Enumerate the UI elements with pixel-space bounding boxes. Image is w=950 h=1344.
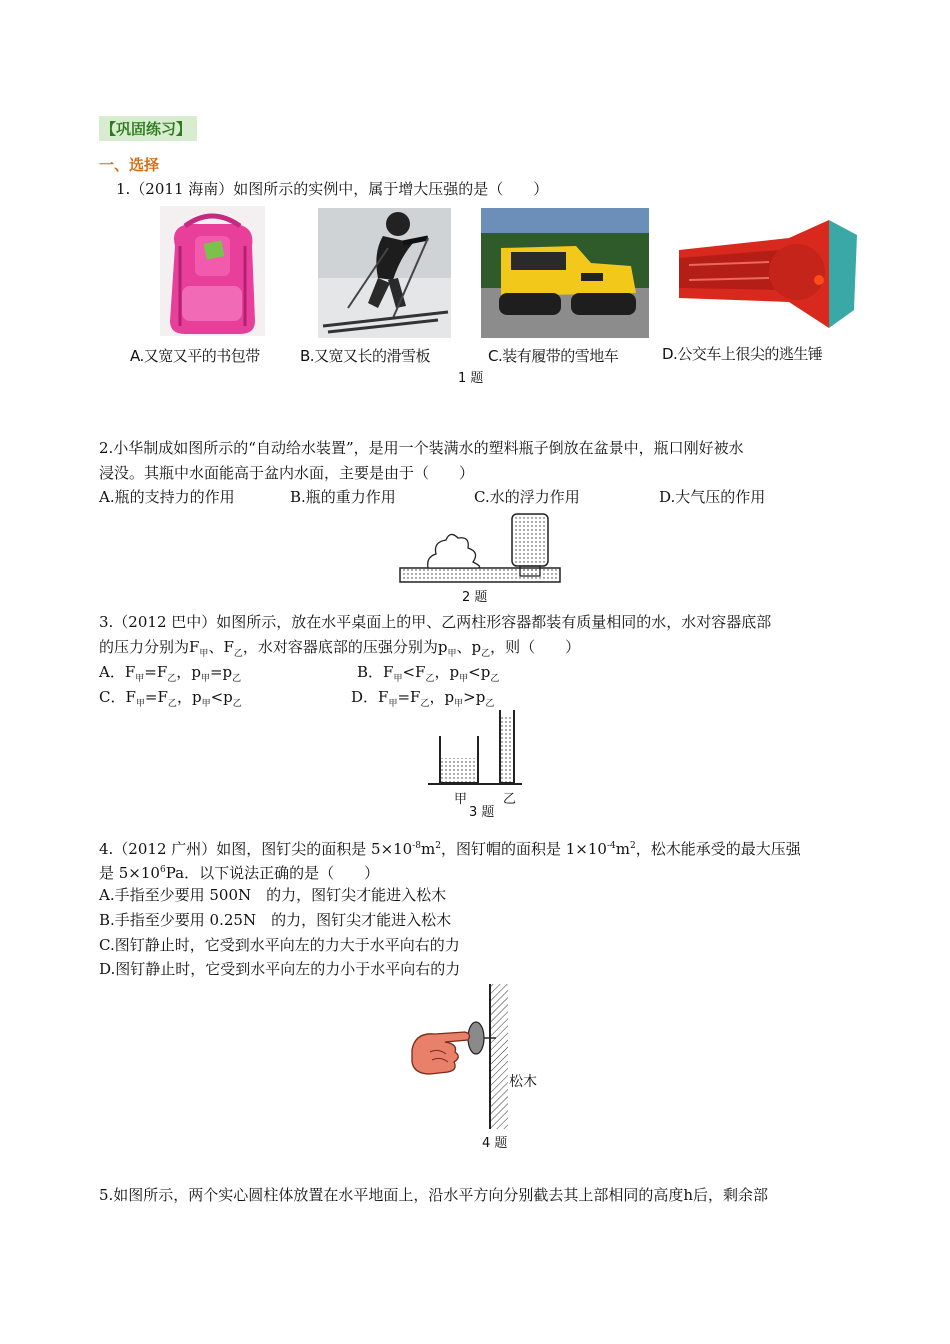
q4-line-2: 是 $5\times 10^6Pa$．以下说法正确的是（ ）: [99, 864, 380, 882]
q3-option-d: D．$F_甲=F_乙$，$p_甲>p_乙$: [351, 688, 495, 709]
q2-option-d: D.大气压的作用: [659, 488, 766, 506]
q5-line-1: 5.如图所示，两个实心圆柱体放置在水平地面上，沿水平方向分别截去其上部相同的高度h后，剩余部: [99, 1186, 768, 1204]
q3-label-yi: 乙: [503, 792, 517, 807]
q4-figure: [410, 982, 520, 1132]
q3-label-jia: 甲: [454, 792, 468, 807]
q3-line-1: 3.（2012 巴中）如图所示，放在水平桌面上的甲、乙两柱形容器都装有质量相同的水，水对容器底部: [99, 613, 772, 631]
q1-photo-escape-hammer: [679, 210, 859, 338]
q4-line-1: 4.（2012 广州）如图，图钉尖的面积是 $5\times 10^{-8}m^2$，图钉帽的面积是 $1\times 10^{-4}m^2$，松木能承受的最大压强: [99, 840, 801, 858]
q3-option-a: A．$F_甲=F_乙$，$p_甲=p_乙$: [99, 663, 242, 684]
q1-photo-skier: [318, 208, 451, 338]
q2-figure-label: 2 题: [462, 590, 488, 605]
q1-stem: 1.（2011 海南）如图所示的实例中，属于增大压强的是（ ）: [116, 180, 549, 198]
q2-figure: [398, 512, 563, 584]
q1-photo-snowmobile: [481, 208, 649, 338]
q2-line-2: 浸没。其瓶中水面能高于盆内水面，主要是由于（ ）: [99, 464, 475, 482]
q1-caption-a: A.又宽又平的书包带: [130, 347, 260, 365]
q4-wood-label: 松木: [509, 1074, 537, 1090]
q2-option-b: B.瓶的重力作用: [290, 488, 396, 506]
q1-figure-label: 1 题: [458, 371, 484, 386]
q4-option-d: D.图钉静止时，它受到水平向左的力小于水平向右的力: [99, 960, 461, 978]
q4-option-b: B.手指至少要用 0.25N 的力，图钉尖才能进入松木: [99, 911, 452, 929]
q1-caption-b: B.又宽又长的滑雪板: [300, 347, 431, 365]
q3-option-c: C．$F_甲=F_乙$，$p_甲<p_乙$: [99, 688, 242, 709]
q2-line-1: 2.小华制成如图所示的“自动给水装置”，是用一个装满水的塑料瓶子倒放在盆景中，瓶口刚好被水: [99, 439, 744, 457]
q3-figure: [428, 708, 523, 788]
section-tag: 【巩固练习】: [99, 116, 197, 141]
q4-figure-label: 4 题: [482, 1136, 508, 1151]
q2-option-a: A.瓶的支持力的作用: [99, 488, 235, 506]
q2-option-c: C.水的浮力作用: [474, 488, 580, 506]
q3-option-b: B．$F_甲<F_乙$，$p_甲<p_乙$: [357, 663, 500, 684]
q1-caption-c: C.装有履带的雪地车: [488, 347, 619, 365]
q1-caption-d: D.公交车上很尖的逃生锤: [662, 345, 823, 363]
section-heading: 一、选择: [99, 156, 160, 174]
q3-line-2: 的压力分别为$F_甲$、$F_乙$，水对容器底部的压强分别为$p_甲$、$p_乙$，则（ ）: [99, 638, 581, 659]
q1-photo-backpack: [160, 206, 265, 336]
q3-figure-label: 3 题: [469, 805, 495, 820]
q4-option-c: C.图钉静止时，它受到水平向左的力大于水平向右的力: [99, 936, 460, 954]
q4-option-a: A.手指至少要用 500N 的力，图钉尖才能进入松木: [99, 886, 447, 904]
